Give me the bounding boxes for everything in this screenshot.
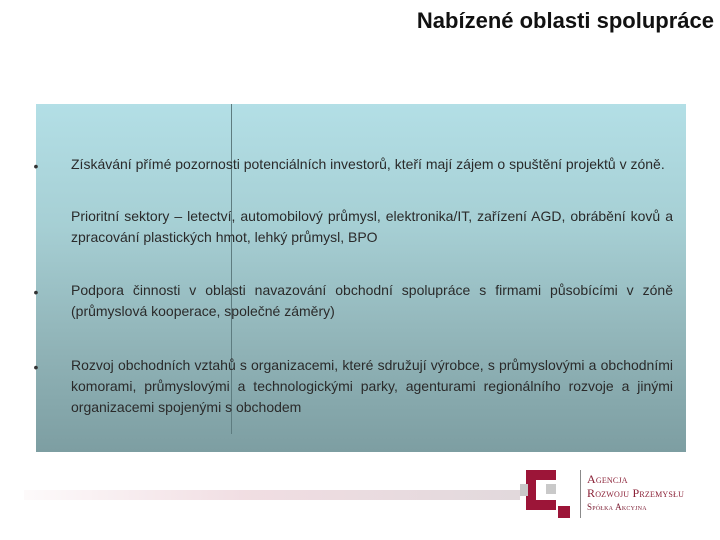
logo-line-agency: Agencja	[587, 472, 628, 486]
arp-logo-icon	[520, 470, 574, 520]
footer-gradient-bar	[24, 490, 520, 500]
bullet-item-investors: Získávání přímé pozornosti potenciálních investorů, kteří mají zájem o spuštění projektů v zóně.	[71, 156, 665, 172]
logo-line-company: Spółka Akcyjna	[587, 502, 647, 512]
content-panel	[33, 104, 686, 452]
bullet-marker: •	[33, 359, 39, 375]
logo-text	[587, 472, 684, 514]
bullet-item-cooperation: Podpora činnosti v oblasti navazování obchodní spolupráce s firmami působícími v zóně (průmyslová kooperace, společné záměry)	[71, 282, 673, 319]
page-title: Nabízené oblasti spolupráce	[416, 8, 714, 33]
bullet-marker: •	[33, 284, 39, 300]
priority-sectors-text: Prioritní sektory – letectví, automobilový průmysl, elektronika/IT, zařízení AGD, obrábění kovů a zpracování plastických hmot, lehký průmysl, BPO	[71, 208, 673, 245]
logo-line-development: Rozwoju Przemysłu	[587, 486, 685, 500]
logo-separator	[580, 470, 581, 518]
bullet-item-relations: Rozvoj obchodních vztahů s organizacemi, které sdružují výrobce, s průmyslovými a obchodními komorami, průmyslovými a technologickými parky, agenturami regionálního rozvoje a jinými organizacemi spojenými s obchodem	[71, 357, 673, 415]
bullet-marker: •	[33, 158, 39, 174]
